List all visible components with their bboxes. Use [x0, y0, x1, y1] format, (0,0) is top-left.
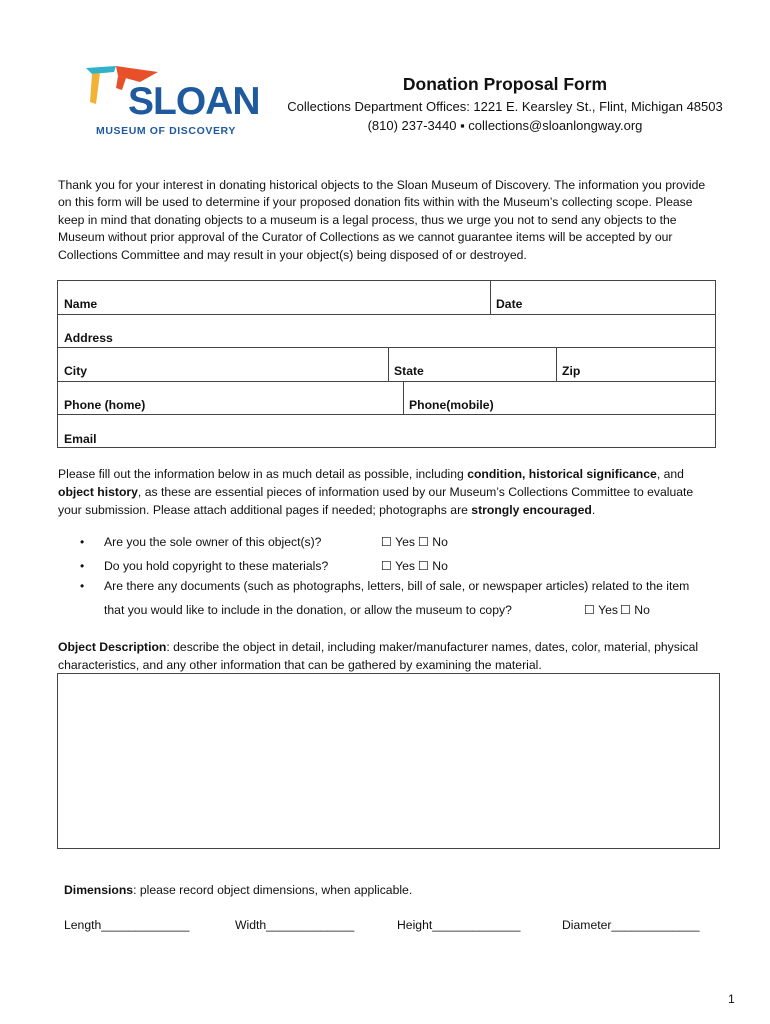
height-field[interactable]: Height_____________: [397, 918, 521, 932]
dimensions-label: Dimensions: [64, 883, 134, 897]
page-number: 1: [728, 992, 735, 1006]
header-contact: [270, 97, 740, 135]
instructions-text: , as these are essential pieces of information used by our Museum’s Collections Committee to evaluate your submission. Please attach additional pages if needed; photographs are: [58, 485, 694, 517]
row-divider: [58, 381, 715, 382]
object-description-box[interactable]: [57, 673, 720, 849]
instructions-paragraph: [58, 465, 718, 519]
dimensions-text: : please record object dimensions, when applicable.: [133, 883, 413, 897]
sole-owner-no-checkbox[interactable]: ☐ No: [418, 535, 448, 549]
object-description-text: : describe the object in detail, including maker/manufacturer names, dates, color, material, physical characteristics, and any other information that can be gathered by examining the material.: [58, 640, 699, 672]
name-field[interactable]: Name: [64, 297, 98, 311]
address-line: Collections Department Offices: 1221 E. Kearsley St., Flint, Michigan 48503: [287, 99, 723, 114]
logo-wordmark: SLOAN: [128, 80, 260, 123]
diameter-field[interactable]: Diameter_____________: [562, 918, 700, 932]
state-field[interactable]: State: [394, 364, 424, 378]
contact-line: (810) 237-3440 ▪ collections@sloanlongway.org: [367, 118, 643, 133]
bullet-icon: •: [80, 579, 85, 593]
phone-home-field[interactable]: Phone (home): [64, 398, 146, 412]
question-copyright: Do you hold copyright to these materials?: [104, 559, 329, 573]
instructions-text: .: [591, 503, 596, 517]
phone-mobile-field[interactable]: Phone(mobile): [409, 398, 494, 412]
logo-subtitle: MUSEUM OF DISCOVERY: [96, 125, 236, 137]
width-field[interactable]: Width_____________: [235, 918, 355, 932]
instructions-emphasis: strongly encouraged: [471, 503, 592, 517]
page-title: Donation Proposal Form: [402, 74, 608, 94]
instructions-text: , and: [656, 467, 684, 481]
col-divider: [556, 347, 557, 381]
zip-field[interactable]: Zip: [562, 364, 581, 378]
bullet-icon: •: [80, 559, 85, 573]
question-documents-continued: that you would like to include in the donation, or allow the museum to copy?: [104, 603, 512, 617]
bullet-icon: •: [80, 535, 85, 549]
row-divider: [58, 347, 715, 348]
documents-no-checkbox[interactable]: ☐ No: [620, 603, 650, 617]
documents-yes-checkbox[interactable]: ☐ Yes: [584, 603, 618, 617]
object-description-instructions: [58, 639, 738, 674]
sole-owner-yes-checkbox[interactable]: ☐ Yes: [381, 535, 415, 549]
col-divider: [490, 281, 491, 314]
object-description-label: Object Description: [58, 640, 167, 654]
email-field[interactable]: Email: [64, 432, 97, 446]
copyright-no-checkbox[interactable]: ☐ No: [418, 559, 448, 573]
instructions-emphasis: object history: [58, 485, 138, 499]
row-divider: [58, 314, 715, 315]
instructions-emphasis: condition, historical significance: [467, 467, 657, 481]
dimensions-instructions: [64, 883, 412, 897]
contact-info-table: [57, 280, 716, 448]
length-field[interactable]: Length_____________: [64, 918, 190, 932]
date-field[interactable]: Date: [496, 297, 523, 311]
instructions-text: Please fill out the information below in as much detail as possible, including: [58, 467, 468, 481]
address-field[interactable]: Address: [64, 331, 113, 345]
col-divider: [388, 347, 389, 381]
intro-paragraph: Thank you for your interest in donating historical objects to the Sloan Museum of Discovery. The information you provide on this form will be used to determine if your proposed donation fits within with the Museum’s collecting scope. Please keep in mind that donating objects to a museum is a legal process, thus we urge you not to send any objects to the Museum without prior approval of the Curator of Collections as we cannot guarantee items will be accepted by our Collections Committee and may result in your object(s) being disposed of or destroyed.: [58, 178, 706, 262]
col-divider: [403, 381, 404, 414]
city-field[interactable]: City: [64, 364, 88, 378]
sloan-logo: [82, 62, 264, 138]
row-divider: [58, 414, 715, 415]
question-sole-owner: Are you the sole owner of this object(s)?: [104, 535, 322, 549]
copyright-yes-checkbox[interactable]: ☐ Yes: [381, 559, 415, 573]
question-documents: Are there any documents (such as photographs, letters, bill of sale, or newspaper articles) related to the item: [104, 579, 690, 593]
